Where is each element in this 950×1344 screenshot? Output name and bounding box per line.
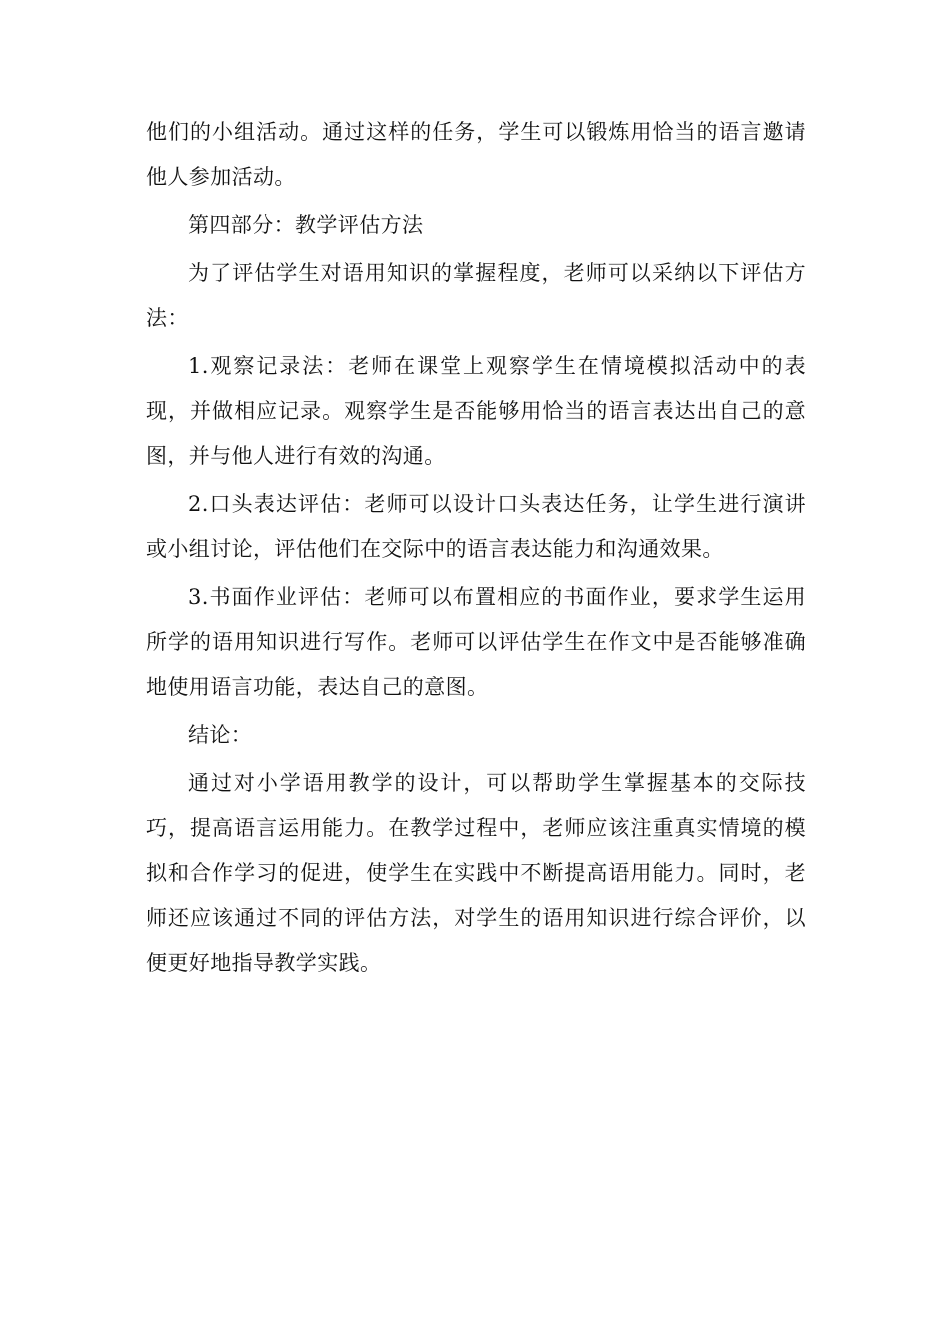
paragraph-evaluation-intro: 为了评估学生对语用知识的掌握程度，老师可以采纳以下评估方法： bbox=[146, 261, 806, 330]
paragraph-continuation: 他们的小组活动。通过这样的任务，学生可以锻炼用恰当的语言邀请他人参加活动。 bbox=[146, 120, 806, 189]
list-item-written: 3.书面作业评估：老师可以布置相应的书面作业，要求学生运用所学的语用知识进行写作。老师可以评估学生在作文中是否能够准确地使用语言功能，表达自己的意图。 bbox=[146, 585, 806, 699]
document-body bbox=[146, 110, 806, 989]
paragraph-conclusion: 通过对小学语用教学的设计，可以帮助学生掌握基本的交际技巧，提高语言运用能力。在教学过程中，老师应该注重真实情境的模拟和合作学习的促进，使学生在实践中不断提高语用能力。同时，老师还应该通过不同的评估方法，对学生的语用知识进行综合评价，以便更好地指导教学实践。 bbox=[146, 771, 806, 975]
list-item-observation: 1.观察记录法：老师在课堂上观察学生在情境模拟活动中的表现，并做相应记录。观察学生是否能够用恰当的语言表达出自己的意图，并与他人进行有效的沟通。 bbox=[146, 354, 806, 468]
section-heading-evaluation: 第四部分：教学评估方法 bbox=[188, 213, 424, 237]
section-heading-conclusion: 结论： bbox=[188, 723, 253, 747]
list-item-oral: 2.口头表达评估：老师可以设计口头表达任务，让学生进行演讲或小组讨论，评估他们在交际中的语言表达能力和沟通效果。 bbox=[146, 492, 806, 561]
